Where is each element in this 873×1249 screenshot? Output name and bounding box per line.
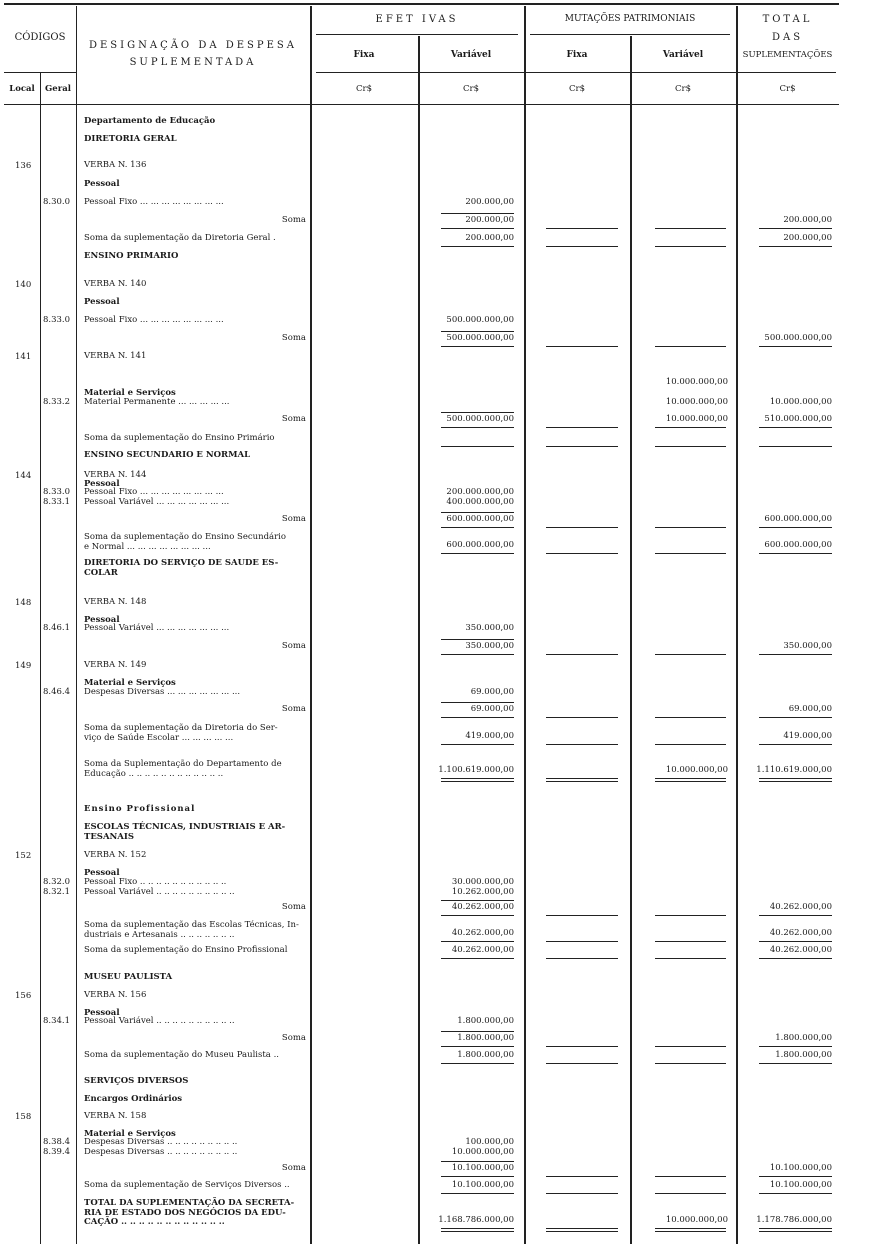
code-local: 141 bbox=[15, 352, 32, 362]
amount-fvar: 350.000,00 bbox=[465, 623, 514, 633]
sum-rule bbox=[441, 1193, 514, 1194]
row-description: Soma bbox=[281, 333, 306, 343]
sum-rule bbox=[441, 427, 514, 428]
sum-rule bbox=[546, 1063, 618, 1064]
amount-fvar: 200.000,00 bbox=[465, 233, 514, 243]
amount-tot: 200.000,00 bbox=[783, 215, 832, 225]
sum-rule bbox=[759, 1193, 832, 1194]
sum-rule bbox=[546, 654, 618, 655]
sum-rule bbox=[655, 228, 726, 229]
row-description: Soma bbox=[281, 902, 306, 912]
sum-rule bbox=[441, 553, 514, 554]
sum-rule bbox=[546, 717, 618, 718]
amount-tot: 1.800.000,00 bbox=[775, 1033, 832, 1043]
amount-fvar: 10.100.000,00 bbox=[451, 1180, 514, 1190]
code-geral: 8.46.1 bbox=[43, 623, 71, 633]
currency-total: Cr$ bbox=[779, 84, 796, 94]
sum-rule bbox=[546, 427, 618, 428]
row-description: Pessoal Variável ... ... ... ... ... ... ... bbox=[84, 623, 230, 633]
sum-rule bbox=[655, 527, 726, 528]
amount-fvar: 600.000.000,00 bbox=[446, 540, 514, 550]
row-description: Pessoal Fixo ... ... ... ... ... ... ... ... bbox=[84, 197, 224, 207]
row-description: Pessoal bbox=[84, 297, 120, 307]
sum-rule bbox=[546, 527, 618, 528]
subtotal-rule bbox=[441, 331, 514, 332]
sum-rule bbox=[441, 228, 514, 229]
header-rule-mutacoes bbox=[530, 34, 730, 35]
row-description: Material Permanente ... ... ... ... ... bbox=[84, 397, 230, 407]
header-variavel: Variável bbox=[450, 50, 492, 60]
subtotal-rule bbox=[441, 512, 514, 513]
subtotal-rule bbox=[441, 702, 514, 703]
code-geral: 8.33.0 8.33.1 bbox=[43, 487, 71, 507]
header-rule-bottom bbox=[4, 104, 839, 105]
sum-rule bbox=[759, 744, 832, 745]
col-line-local bbox=[40, 72, 41, 1244]
sum-rule bbox=[441, 717, 514, 718]
sum-rule bbox=[441, 1228, 514, 1232]
code-local: 136 bbox=[15, 161, 32, 171]
code-local: 152 bbox=[15, 851, 32, 861]
sum-rule bbox=[759, 427, 832, 428]
row-description: Pessoal Fixo ... ... ... ... ... ... ... ... Pessoal Variável ... ... ... ... ... ... ... bbox=[84, 487, 230, 507]
row-description: TOTAL DA SUPLEMENTAÇÃO DA SECRETA- RIA DE ESTADO DOS NEGÓCIOS DA EDU- CAÇÃO .. .. .. .. .. .. .. .. .. .. .. .. bbox=[84, 1198, 295, 1227]
row-description: Soma da Suplementação do Departamento de Educação .. .. .. .. .. .. .. .. .. .. .. .. bbox=[84, 759, 282, 779]
row-description: Material e Serviços bbox=[84, 678, 176, 688]
header-total-1: TOTAL bbox=[762, 14, 813, 25]
row-description: Pessoal Fixo ... ... ... ... ... ... ... ... bbox=[84, 315, 224, 325]
amount-mvar: 10.000.000,00 bbox=[665, 397, 728, 407]
amount-tot: 40.262.000,00 bbox=[769, 928, 832, 938]
amount-tot: 350.000,00 bbox=[783, 641, 832, 651]
header-local: Local bbox=[9, 84, 35, 94]
row-description: VERBA N. 152 bbox=[84, 850, 147, 860]
code-local: 148 bbox=[15, 598, 32, 608]
row-description: Soma bbox=[281, 215, 306, 225]
sum-rule bbox=[759, 1063, 832, 1064]
sum-rule bbox=[441, 915, 514, 916]
currency-fixa-mutacoes: Cr$ bbox=[569, 84, 585, 94]
top-rule bbox=[4, 3, 839, 5]
row-description: VERBA N. 158 bbox=[84, 1111, 147, 1121]
row-description: Despesas Diversas ... ... ... ... ... ... ... bbox=[84, 687, 241, 697]
amount-tot: 419.000,00 bbox=[783, 731, 832, 741]
currency-fixa: Cr$ bbox=[356, 84, 372, 94]
row-description: ESCOLAS TÉCNICAS, INDUSTRIAIS E AR- TESANAIS bbox=[84, 822, 286, 842]
amount-mvar: 10.000.000,00 bbox=[665, 1215, 728, 1225]
amount-fvar: 69.000,00 bbox=[470, 687, 514, 697]
amount-mvar: 10.000.000,00 bbox=[665, 414, 728, 424]
sum-rule bbox=[441, 346, 514, 347]
row-description: Soma bbox=[281, 641, 306, 651]
sum-rule bbox=[655, 1228, 726, 1232]
amount-tot: 10.100.000,00 bbox=[769, 1163, 832, 1173]
col-line-mfixa bbox=[630, 36, 632, 1244]
amount-fvar: 200.000,00 bbox=[465, 197, 514, 207]
row-description: DIRETORIA DO SERVIÇO DE SAUDE ES- COLAR bbox=[84, 558, 279, 578]
row-description: ENSINO PRIMARIO bbox=[84, 251, 179, 261]
row-description: Soma bbox=[281, 514, 306, 524]
subtotal-rule bbox=[441, 213, 514, 214]
sum-rule bbox=[759, 527, 832, 528]
header-codigos: CÓDIGOS bbox=[14, 32, 66, 43]
amount-tot: 510.000.000,00 bbox=[764, 414, 832, 424]
sum-rule bbox=[759, 941, 832, 942]
code-local: 144 bbox=[15, 471, 32, 481]
subtotal-rule bbox=[441, 1031, 514, 1032]
row-description: Soma da suplementação do Ensino Secundário e Normal ... ... ... ... ... ... ... ... bbox=[84, 532, 286, 552]
code-geral: 8.46.4 bbox=[43, 687, 71, 697]
code-geral: 8.33.2 bbox=[43, 397, 71, 407]
sum-rule bbox=[441, 654, 514, 655]
sum-rule bbox=[441, 446, 514, 447]
row-description: Pessoal bbox=[84, 868, 120, 878]
amount-fvar: 1.100.619.000,00 bbox=[438, 765, 514, 775]
amount-fvar: 419.000,00 bbox=[465, 731, 514, 741]
amount-tot: 200.000,00 bbox=[783, 233, 832, 243]
col-line-geral bbox=[76, 6, 77, 1244]
sum-rule bbox=[546, 346, 618, 347]
sum-rule bbox=[655, 1193, 726, 1194]
sum-rule bbox=[759, 446, 832, 447]
amount-fvar: 600.000.000,00 bbox=[446, 514, 514, 524]
subtotal-rule bbox=[441, 1161, 514, 1162]
amount-tot: 40.262.000,00 bbox=[769, 902, 832, 912]
sum-rule bbox=[546, 778, 618, 782]
row-description: Material e Serviços bbox=[84, 388, 176, 398]
row-description: Material e Serviços bbox=[84, 1129, 176, 1139]
header-designacao-2: SUPLEMENTADA bbox=[129, 57, 257, 68]
header-mutacoes: MUTAÇÕES PATRIMONIAIS bbox=[564, 14, 696, 24]
row-description: Soma da suplementação do Ensino Primário bbox=[84, 433, 275, 443]
sum-rule bbox=[546, 1193, 618, 1194]
sum-rule bbox=[759, 717, 832, 718]
sum-rule bbox=[546, 941, 618, 942]
header-variavel-mutacoes: Variável bbox=[662, 50, 704, 60]
sum-rule bbox=[759, 346, 832, 347]
amount-fvar: 30.000.000,00 10.262.000,00 bbox=[451, 877, 514, 897]
sum-rule bbox=[546, 246, 618, 247]
sum-rule bbox=[441, 246, 514, 247]
amount-fvar: 1.168.786.000,00 bbox=[438, 1215, 514, 1225]
sum-rule bbox=[546, 958, 618, 959]
sum-rule bbox=[655, 654, 726, 655]
row-description: SERVIÇOS DIVERSOS bbox=[84, 1076, 189, 1086]
code-local: 158 bbox=[15, 1112, 32, 1122]
subtotal-rule bbox=[441, 412, 514, 413]
row-description: Departamento de Educação bbox=[84, 116, 216, 126]
sum-rule bbox=[655, 446, 726, 447]
row-description: Pessoal bbox=[84, 479, 120, 489]
sum-rule bbox=[655, 744, 726, 745]
row-description: Encargos Ordinários bbox=[84, 1094, 183, 1104]
sum-rule bbox=[441, 1176, 514, 1177]
sum-rule bbox=[759, 246, 832, 247]
amount-tot: 69.000,00 bbox=[788, 704, 832, 714]
sum-rule bbox=[546, 915, 618, 916]
subtotal-rule bbox=[441, 639, 514, 640]
amount-tot: 10.100.000,00 bbox=[769, 1180, 832, 1190]
header-fixa: Fixa bbox=[353, 50, 375, 60]
row-description: Ensino Profissional bbox=[84, 804, 196, 814]
amount-fvar: 1.800.000,00 bbox=[457, 1050, 514, 1060]
row-description: Soma da suplementação de Serviços Diversos .. bbox=[84, 1180, 290, 1190]
sum-rule bbox=[441, 1063, 514, 1064]
header-rule-efetivas bbox=[316, 34, 518, 35]
row-description: Soma da suplementação do Museu Paulista .. bbox=[84, 1050, 279, 1060]
row-description: Soma da suplementação do Ensino Profissional bbox=[84, 945, 288, 955]
sum-rule bbox=[441, 958, 514, 959]
amount-fvar: 350.000,00 bbox=[465, 641, 514, 651]
row-description: DIRETORIA GERAL bbox=[84, 134, 177, 144]
row-description: VERBA N. 136 bbox=[84, 160, 147, 170]
sum-rule bbox=[546, 744, 618, 745]
header-total-3: SUPLEMENTAÇÕES bbox=[742, 50, 833, 60]
header-efetivas: EFET IVAS bbox=[375, 14, 459, 25]
amount-tot: 10.000.000,00 bbox=[769, 397, 832, 407]
currency-variavel-mutacoes: Cr$ bbox=[675, 84, 691, 94]
amount-tot: 600.000.000,00 bbox=[764, 514, 832, 524]
sum-rule bbox=[655, 915, 726, 916]
sum-rule bbox=[655, 958, 726, 959]
sum-rule bbox=[655, 246, 726, 247]
amount-tot: 1.110.619.000,00 bbox=[756, 765, 832, 775]
sum-rule bbox=[655, 1176, 726, 1177]
header-geral: Geral bbox=[45, 84, 71, 94]
sum-rule bbox=[546, 1046, 618, 1047]
row-description: Soma da suplementação das Escolas Técnicas, In- dustriais e Artesanais .. .. .. .. .. .. .. bbox=[84, 920, 299, 940]
sum-rule bbox=[655, 1046, 726, 1047]
sum-rule bbox=[441, 527, 514, 528]
row-description: VERBA N. 156 bbox=[84, 990, 147, 1000]
row-description: Despesas Diversas .. .. .. .. .. .. .. .. .. Despesas Diversas .. .. .. .. .. .. .. .. .. bbox=[84, 1137, 238, 1157]
sum-rule bbox=[655, 717, 726, 718]
amount-fvar: 200.000.000,00 400.000.000,00 bbox=[446, 487, 514, 507]
code-geral: 8.32.0 8.32.1 bbox=[43, 877, 71, 897]
row-description: VERBA N. 140 bbox=[84, 279, 147, 289]
code-geral: 8.38.4 8.39.4 bbox=[43, 1137, 71, 1157]
row-description: Soma bbox=[281, 1033, 306, 1043]
sum-rule bbox=[759, 1228, 832, 1232]
col-line-efetivas bbox=[524, 6, 526, 1244]
sum-rule bbox=[441, 1046, 514, 1047]
code-geral: 8.33.0 bbox=[43, 315, 71, 325]
code-local: 140 bbox=[15, 280, 32, 290]
amount-fvar: 40.262.000,00 bbox=[451, 902, 514, 912]
row-description: Soma bbox=[281, 704, 306, 714]
sum-rule bbox=[441, 941, 514, 942]
sum-rule bbox=[441, 744, 514, 745]
header-designacao-1: DESIGNAÇÃO DA DESPESA bbox=[88, 40, 297, 51]
sum-rule bbox=[759, 778, 832, 782]
code-local: 149 bbox=[15, 661, 32, 671]
row-description: Pessoal bbox=[84, 179, 120, 189]
sum-rule bbox=[759, 553, 832, 554]
header-total-2: DAS bbox=[771, 32, 804, 43]
sum-rule bbox=[546, 446, 618, 447]
sum-rule bbox=[759, 228, 832, 229]
row-description: VERBA N. 141 bbox=[84, 351, 147, 361]
row-description: MUSEU PAULISTA bbox=[84, 972, 173, 982]
sum-rule bbox=[655, 1063, 726, 1064]
row-description: Pessoal bbox=[84, 1008, 120, 1018]
row-description: Soma da suplementação da Diretoria Geral . bbox=[84, 233, 276, 243]
amount-fvar: 69.000,00 bbox=[470, 704, 514, 714]
sum-rule bbox=[546, 228, 618, 229]
row-description: Soma bbox=[281, 1163, 306, 1173]
amount-fvar: 200.000,00 bbox=[465, 215, 514, 225]
row-description: Pessoal bbox=[84, 615, 120, 625]
amount-tot: 1.178.786.000,00 bbox=[756, 1215, 832, 1225]
amount-fvar: 10.100.000,00 bbox=[451, 1163, 514, 1173]
amount-fvar: 500.000.000,00 bbox=[446, 414, 514, 424]
sum-rule bbox=[759, 1046, 832, 1047]
sum-rule bbox=[655, 427, 726, 428]
sum-rule bbox=[546, 553, 618, 554]
subtotal-rule bbox=[441, 900, 514, 901]
header-fixa-mutacoes: Fixa bbox=[566, 50, 588, 60]
amount-mvar: 10.000.000,00 bbox=[665, 377, 728, 387]
amount-fvar: 1.800.000,00 bbox=[457, 1016, 514, 1026]
sum-rule bbox=[759, 1176, 832, 1177]
row-description: VERBA N. 144 bbox=[84, 470, 147, 480]
amount-tot: 600.000.000,00 bbox=[764, 540, 832, 550]
sum-rule bbox=[655, 778, 726, 782]
row-description: ENSINO SECUNDARIO E NORMAL bbox=[84, 450, 251, 460]
code-geral: 8.30.0 bbox=[43, 197, 71, 207]
sum-rule bbox=[655, 346, 726, 347]
amount-tot: 40.262.000,00 bbox=[769, 945, 832, 955]
row-description: Pessoal Variável .. .. .. .. .. .. .. .. .. .. bbox=[84, 1016, 235, 1026]
row-description: Soma bbox=[281, 414, 306, 424]
amount-fvar: 500.000.000,00 bbox=[446, 315, 514, 325]
row-description: VERBA N. 148 bbox=[84, 597, 147, 607]
sum-rule bbox=[546, 1228, 618, 1232]
code-geral: 8.34.1 bbox=[43, 1016, 71, 1026]
row-description: Pessoal Fixo .. .. .. .. .. .. .. .. .. .. .. Pessoal Variável .. .. .. .. .. .. .. .. .. .. bbox=[84, 877, 235, 897]
sum-rule bbox=[759, 915, 832, 916]
header-rule-columns bbox=[316, 72, 836, 73]
sum-rule bbox=[655, 553, 726, 554]
currency-variavel: Cr$ bbox=[463, 84, 479, 94]
row-description: Soma da suplementação da Diretoria do Ser- viço de Saúde Escolar ... ... ... ... ... bbox=[84, 723, 278, 743]
sum-rule bbox=[546, 1176, 618, 1177]
amount-fvar: 40.262.000,00 bbox=[451, 945, 514, 955]
code-local: 156 bbox=[15, 991, 32, 1001]
sum-rule bbox=[759, 654, 832, 655]
amount-fvar: 40.262.000,00 bbox=[451, 928, 514, 938]
amount-tot: 1.800.000,00 bbox=[775, 1050, 832, 1060]
sum-rule bbox=[655, 941, 726, 942]
amount-fvar: 500.000.000,00 bbox=[446, 333, 514, 343]
amount-fvar: 1.800.000,00 bbox=[457, 1033, 514, 1043]
sum-rule bbox=[441, 778, 514, 782]
amount-mvar: 10.000.000,00 bbox=[665, 765, 728, 775]
amount-fvar: 100.000,00 10.000.000,00 bbox=[451, 1137, 514, 1157]
row-description: VERBA N. 149 bbox=[84, 660, 147, 670]
sum-rule bbox=[759, 958, 832, 959]
amount-tot: 500.000.000,00 bbox=[764, 333, 832, 343]
col-line-desc bbox=[310, 6, 312, 1244]
